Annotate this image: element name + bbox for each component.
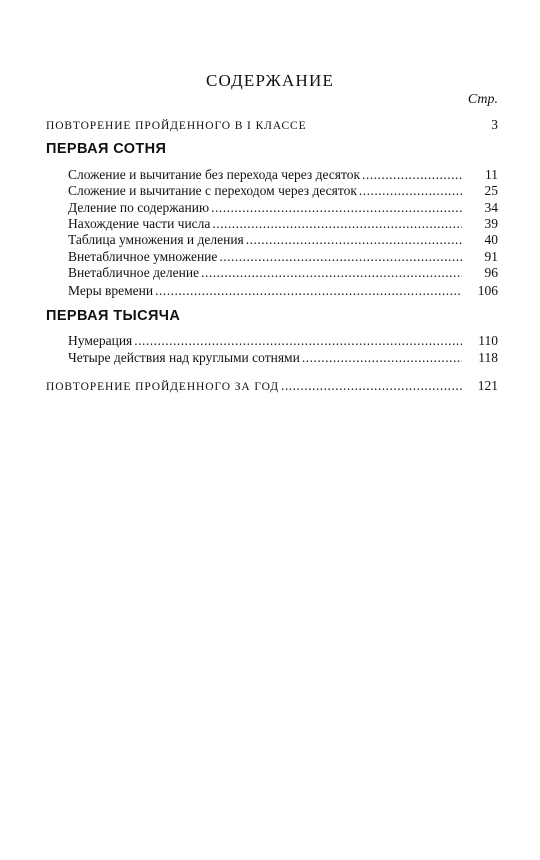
toc-entry-label: Нахождение части числа — [68, 216, 211, 231]
toc-entry-page: 3 — [491, 117, 498, 132]
toc-entry-label: Таблица умножения и деления — [68, 232, 244, 247]
page-column-header: Стр. — [467, 92, 498, 107]
toc-entry-label: Меры времени — [68, 283, 154, 298]
page-title: СОДЕРЖАНИЕ — [205, 71, 335, 90]
toc-entry-intro — [46, 117, 498, 134]
toc-entry — [68, 249, 498, 265]
toc-leader — [362, 167, 462, 183]
toc-entry — [68, 183, 498, 199]
toc-leader — [155, 283, 462, 299]
toc-entry — [68, 283, 498, 299]
toc-entry — [68, 232, 498, 248]
toc-entry-label: Внетабличное деление — [68, 265, 200, 280]
toc-leader — [134, 333, 462, 349]
toc-entry-label: Сложение и вычитание без перехода через десяток — [68, 167, 361, 182]
toc-entry-page: 118 — [478, 350, 498, 365]
toc-entry-page: 96 — [484, 265, 498, 280]
section-title-first-thousand: ПЕРВАЯ ТЫСЯЧА — [46, 308, 181, 324]
toc-entry-label: Нумерация — [68, 333, 133, 348]
toc-entry-page: 11 — [485, 167, 498, 182]
toc-entry-label: Четыре действия над круглыми сотнями — [68, 350, 300, 365]
toc-entry — [68, 200, 498, 216]
toc-entry-page: 40 — [484, 232, 498, 247]
toc-entry — [68, 333, 498, 349]
toc-entry — [68, 216, 498, 232]
toc-entry-label: Деление по содержанию — [68, 200, 210, 215]
toc-leader — [212, 216, 462, 232]
toc-leader — [302, 350, 462, 366]
toc-leader — [211, 200, 462, 216]
section-title-first-hundred: ПЕРВАЯ СОТНЯ — [46, 141, 167, 157]
toc-entry-page: 91 — [484, 249, 498, 264]
toc-entry-page: 110 — [478, 333, 498, 348]
toc-entry-label: Сложение и вычитание с переходом через десяток — [68, 183, 357, 198]
toc-entry-final — [46, 378, 498, 395]
toc-entry-page: 25 — [484, 183, 498, 198]
toc-entry — [68, 265, 498, 281]
toc-leader — [201, 265, 462, 281]
toc-entry-label: ПОВТОРЕНИЕ ПРОЙДЕННОГО ЗА ГОД — [46, 381, 279, 393]
toc-leader — [281, 378, 462, 394]
toc-entry-label: Внетабличное умножение — [68, 249, 218, 264]
toc-entry-label: ПОВТОРЕНИЕ ПРОЙДЕННОГО В I КЛАССЕ — [46, 120, 307, 132]
toc-leader — [246, 232, 462, 248]
toc-leader — [359, 183, 462, 199]
toc-leader — [219, 249, 462, 265]
toc-entry — [68, 167, 498, 183]
toc-entry-page: 121 — [477, 378, 498, 393]
toc-entry-page: 106 — [477, 283, 498, 298]
toc-entry-page: 39 — [484, 216, 498, 231]
toc-entry-page: 34 — [484, 200, 498, 215]
toc-entry — [68, 350, 498, 366]
